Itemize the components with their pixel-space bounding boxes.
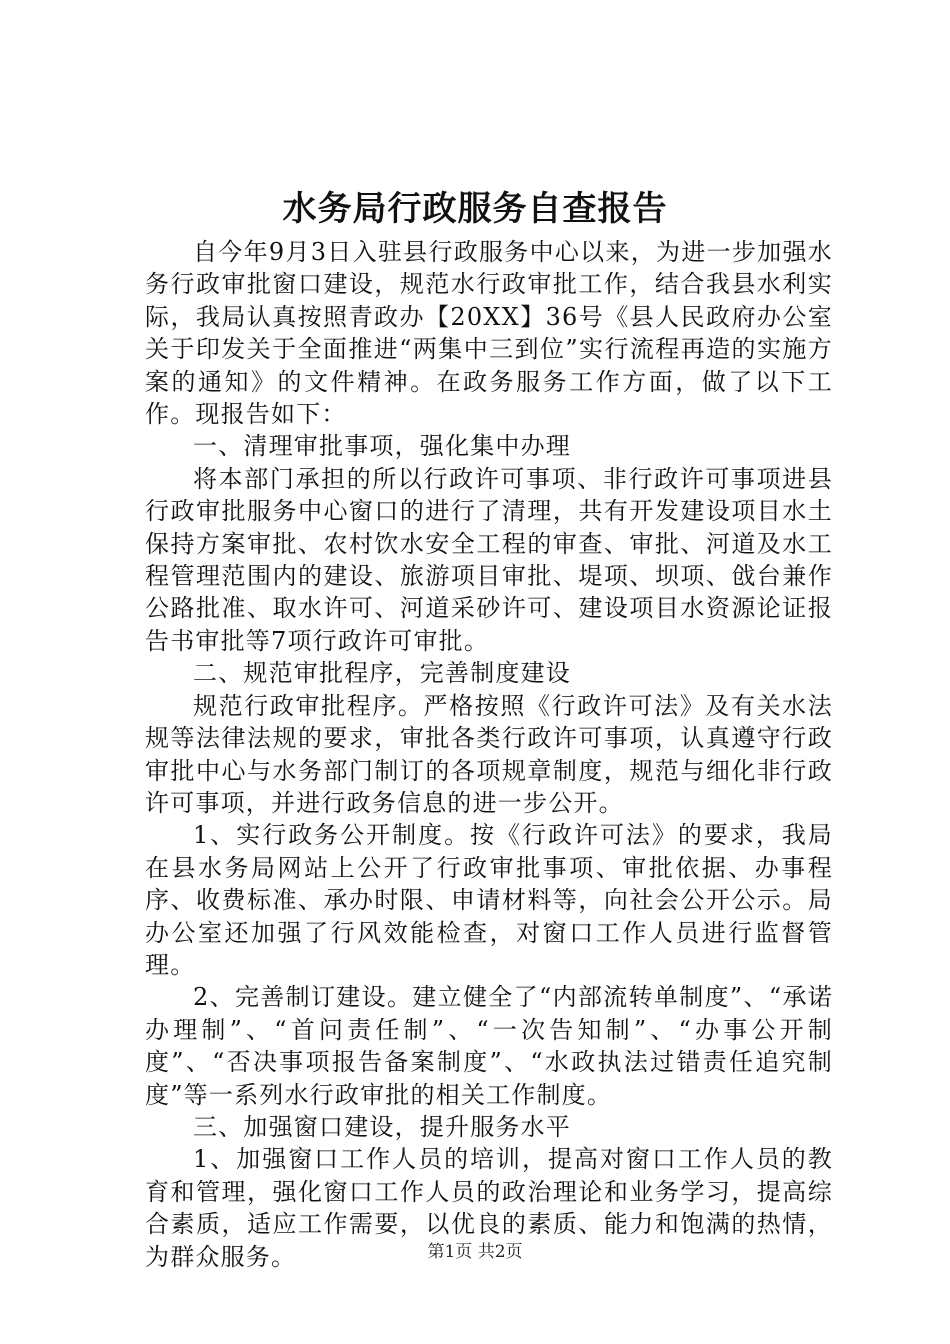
intro-paragraph: 自今年9月3日入驻县行政服务中心以来，为进一步加强水务行政审批窗口建设，规范水行政审批工作，结合我县水利实际，我局认真按照青政办【20XX】36号《县人民政府办公室关于印发关于全面推进“两集中三到位”实行流程再造的实施方案的通知》的文件精神。在政务服务工作方面，做了以下工作。现报告如下： xyxy=(145,238,833,429)
section-2-item-1: 1、实行政务公开制度。按《行政许可法》的要求，我局在县水务局网站上公开了行政审批事项、审批依据、办事程序、收费标准、承办时限、申请材料等，向社会公开公示。局办公室还加强了行风效能检查，对窗口工作人员进行监督管理。 xyxy=(145,821,833,979)
section-heading-3: 三、加强窗口建设，提升服务水平 xyxy=(193,1112,571,1141)
section-2-item-2: 2、完善制订建设。建立健全了“内部流转单制度”、“承诺办理制”、“首问责任制”、“一次告知制”、“办事公开制度”、“否决事项报告备案制度”、“水政执法过错责任追究制度”等一系列水行政审批的相关工作制度。 xyxy=(145,983,833,1109)
section-heading-2: 二、规范审批程序，完善制度建设 xyxy=(193,659,571,688)
document-body xyxy=(145,236,833,1273)
section-1-paragraph: 将本部门承担的所以行政许可事项、非行政许可事项进县行政审批服务中心窗口的进行了清理，共有开发建设项目水土保持方案审批、农村饮水安全工程的审查、审批、河道及水工程管理范围内的建设、旅游项目审批、堤项、坝项、戗台兼作公路批准、取水许可、河道采砂许可、建设项目水资源论证报告书审批等7项行政许可审批。 xyxy=(145,464,833,655)
document-title: 水务局行政服务自查报告 xyxy=(282,189,668,229)
section-2-paragraph: 规范行政审批程序。严格按照《行政许可法》及有关水法规等法律法规的要求，审批各类行政许可事项，认真遵守行政审批中心与水务部门制订的各项规章制度，规范与细化非行政许可事项，并进行政务信息的进一步公开。 xyxy=(145,691,833,817)
page-number-footer: 第1页 共2页 xyxy=(427,1242,523,1262)
section-heading-1: 一、清理审批事项，强化集中办理 xyxy=(193,432,571,461)
section-3-item-1: 1、加强窗口工作人员的培训，提高对窗口工作人员的教育和管理，强化窗口工作人员的政治理论和业务学习，提高综合素质，适应工作需要，以优良的素质、能力和饱满的热情，为群众服务。 xyxy=(145,1145,833,1271)
